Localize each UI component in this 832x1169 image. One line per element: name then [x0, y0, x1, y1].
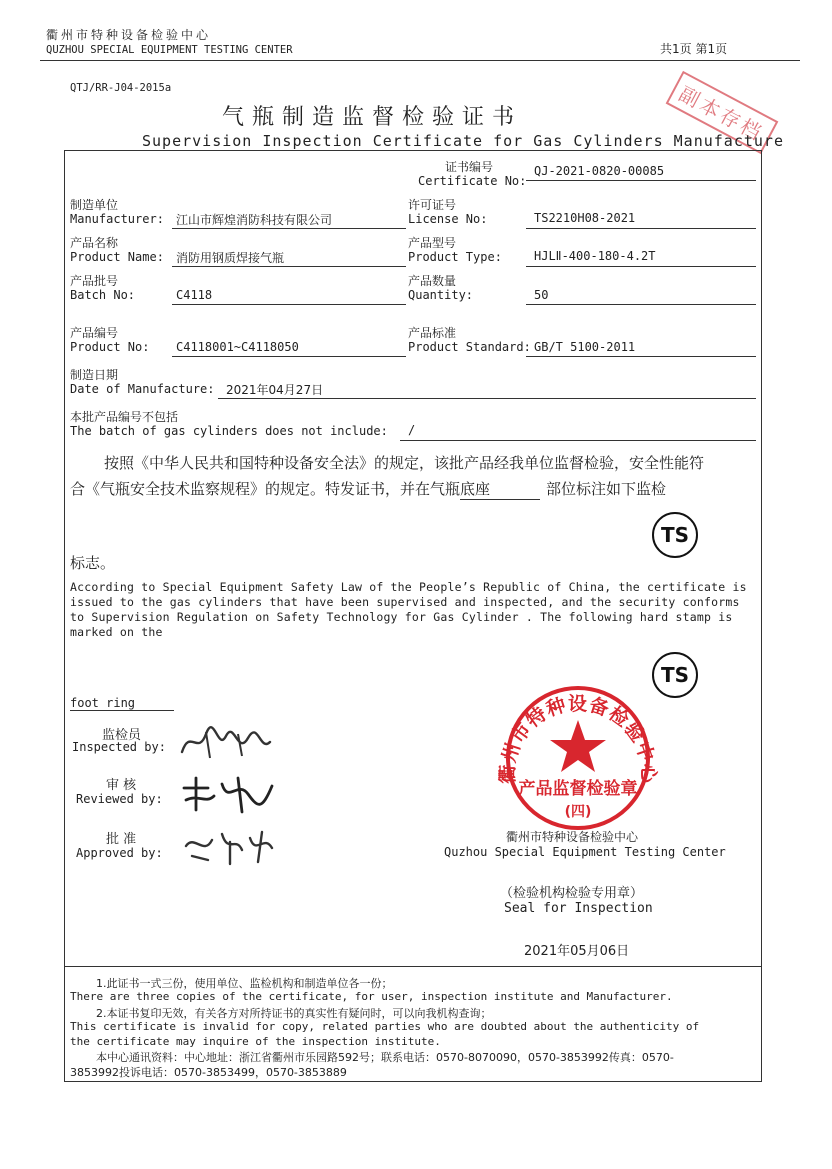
statement-en: According to Special Equipment Safety Law of the People’s Republic of China, the certificate is issued to the gas cylinders that have been supervised and inspected, and the security conforms to Supervision Regulation on Safety Technology for Gas Cylinder . The following hard stamp is marked on the: [70, 580, 747, 639]
product-standard-label-en: Product Standard:: [408, 340, 531, 354]
title-en: Supervision Inspection Certificate for Gas Cylinders Manufacture: [142, 132, 784, 150]
header-divider: [40, 60, 800, 61]
seal-purpose-cn: （检验机构检验专用章）: [500, 886, 644, 901]
product-type-label-en: Product Type:: [408, 250, 502, 264]
product-standard-underline: [526, 356, 756, 357]
statement-cn-line3: 标志。: [70, 554, 116, 572]
not-include-value: /: [408, 423, 416, 437]
product-type-value: HJLⅡ-400-180-4.2T: [534, 249, 656, 263]
manufacturer-label-en: Manufacturer:: [70, 212, 164, 226]
certificate-no-label-cn: 证书编号: [445, 160, 494, 174]
certificate-no-value: QJ-2021-0820-00085: [534, 164, 665, 178]
page-count: 共1页 第1页: [660, 42, 728, 56]
quantity-value: 50: [534, 288, 549, 302]
license-label-cn: 许可证号: [408, 198, 457, 212]
note1-cn: 1.此证书一式三份，使用单位、监检机构和制造单位各一份；: [96, 977, 393, 990]
note2-cn: 2.本证书复印无效，有关各方对所持证书的真实性有疑问时，可以向我机构查询；: [96, 1007, 492, 1020]
product-no-value: C4118001~C4118050: [176, 340, 299, 354]
certificate-no-label-en: Certificate No:: [418, 174, 527, 188]
contact-line1: 本中心通讯资料：中心地址：浙江省衢州市乐园路592号；联系电话：0570-8070090，0570-3853992传真：0570-: [96, 1051, 674, 1064]
title-cn: 气瓶制造监督检验证书: [222, 105, 523, 130]
stamp-location-cn: 底座: [460, 478, 540, 500]
inspector-signature: [176, 722, 276, 762]
form-code: QTJ/RR-J04-2015a: [70, 82, 172, 94]
quantity-label-en: Quantity:: [408, 288, 474, 302]
product-no-label-en: Product No:: [70, 340, 150, 354]
stamp-location-en: foot ring: [70, 696, 136, 710]
reviewed-label-cn: 审 核: [106, 778, 137, 793]
batch-label-en: Batch No:: [70, 288, 136, 302]
batch-underline: [172, 304, 406, 305]
seal-date: 2021年05月06日: [524, 944, 630, 959]
product-name-value: 消防用钢质焊接气瓶: [176, 251, 285, 265]
header-center-cn: 衢州市特种设备检验中心: [46, 28, 212, 42]
note1-en: There are three copies of the certificate, for user, inspection institute and Manufacturer.: [70, 990, 673, 1003]
manufacturer-underline: [172, 228, 406, 229]
ts-mark-cn: TS: [652, 512, 698, 558]
manufacture-date-value: 2021年04月27日: [226, 383, 324, 397]
stamp-location-en-underline: [70, 710, 174, 711]
seal-inner-text: 产品监督检验章: [518, 779, 638, 799]
product-no-underline: [172, 356, 406, 357]
product-name-label-cn: 产品名称: [70, 236, 119, 250]
approved-label-cn: 批 准: [106, 832, 137, 847]
product-standard-label-cn: 产品标准: [408, 326, 457, 340]
manufacture-date-label-cn: 制造日期: [70, 368, 119, 382]
reviewer-signature: [178, 774, 278, 816]
note2-en-1: This certificate is invalid for copy, related parties who are doubted about the authenticity of: [70, 1020, 700, 1033]
statement-cn-line1: 按照《中华人民共和国特种设备安全法》的规定，该批产品经我单位监督检验，安全性能符: [104, 454, 705, 472]
statement-cn-line2: [70, 478, 666, 500]
inspected-label-en: Inspected by:: [72, 740, 166, 754]
archive-stamp: 副本存档: [666, 71, 779, 154]
license-label-en: License No:: [408, 212, 488, 226]
inspected-label-cn: 监检员: [102, 728, 142, 743]
ts-mark-en: TS: [652, 652, 698, 698]
manufacture-date-underline: [218, 398, 756, 399]
seal-star-icon: [550, 720, 606, 772]
license-value: TS2210H08-2021: [534, 211, 636, 225]
seal-inner-no: (四): [564, 804, 592, 820]
product-standard-value: GB/T 5100-2011: [534, 340, 636, 354]
product-type-underline: [526, 266, 756, 267]
statement-cn-line2-post: 部位标注如下监检: [546, 480, 667, 498]
certificate-no-underline: [526, 180, 756, 181]
note2-en-2: the certificate may inquire of the inspection institute.: [70, 1035, 441, 1048]
seal-purpose-en: Seal for Inspection: [504, 901, 653, 916]
statement-cn-line2-pre: 合《气瓶安全技术监察规程》的规定。特发证书，并在气瓶: [70, 480, 461, 498]
not-include-label-cn: 本批产品编号不包括: [70, 410, 179, 424]
license-underline: [526, 228, 756, 229]
quantity-underline: [526, 304, 756, 305]
seal-arc-text: 衢州市特种设备检验中心: [496, 693, 660, 784]
quantity-label-cn: 产品数量: [408, 274, 457, 288]
manufacturer-label-cn: 制造单位: [70, 198, 119, 212]
manufacturer-value: 江山市辉煌消防科技有限公司: [176, 213, 333, 227]
approved-label-en: Approved by:: [76, 846, 163, 860]
not-include-label-en: The batch of gas cylinders does not include:: [70, 424, 388, 438]
approver-signature: [178, 826, 278, 866]
seal-org-cn: 衢州市特种设备检验中心: [506, 830, 639, 844]
product-type-label-cn: 产品型号: [408, 236, 457, 250]
not-include-underline: [400, 440, 756, 441]
seal-org-en: Quzhou Special Equipment Testing Center: [444, 845, 726, 859]
batch-value: C4118: [176, 288, 213, 302]
product-no-label-cn: 产品编号: [70, 326, 119, 340]
batch-label-cn: 产品批号: [70, 274, 119, 288]
manufacture-date-label-en: Date of Manufacture:: [70, 382, 215, 396]
product-name-underline: [172, 266, 406, 267]
notes-divider: [64, 966, 762, 967]
inspection-seal: [492, 682, 664, 832]
reviewed-label-en: Reviewed by:: [76, 792, 163, 806]
header-center-en: QUZHOU SPECIAL EQUIPMENT TESTING CENTER: [46, 44, 293, 56]
contact-line2: 3853992投诉电话：0570-3853499，0570-3853889: [70, 1066, 347, 1079]
product-name-label-en: Product Name:: [70, 250, 164, 264]
